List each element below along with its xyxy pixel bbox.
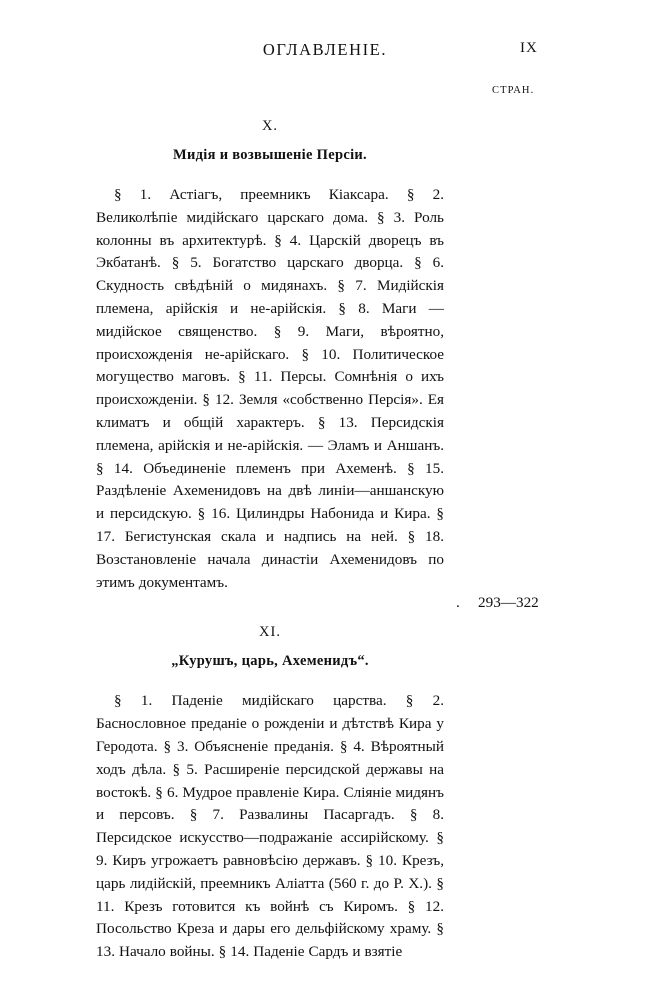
chapter-contents-text: § 1. Астіагъ, преемникъ Кіаксара. § 2. Великолѣпіе мидійскаго царскаго дома. § 3. Роль колонны въ архитектурѣ. § 4. Царскій дворецъ въ Экбатанѣ. § 5. Богатство царскаго дворца. § 6. Скудность свѣдѣній о мидянахъ. § 7. Мидійскія племена, арійскія и не-арійскія. § 8. Маги — мидійское священство. § 9. Маги, вѣроятно, происхожденія не-арійскаго. § 10. Политическое могущество маговъ. § 11. Персы. Сомнѣнія о ихъ происхожденіи. § 12. Земля «собственно Персія». Ея климатъ и общій характеръ. § 13. Персидскія племена, арійскія и не-арійскія. — Эламъ и Аншанъ. § 14. Объединеніе племенъ при Ахеменѣ. § 15. Раздѣленіе Ахеменидовъ на двѣ линіи—аншанскую и персидскую. § 16. Цилиндры Набонида и Кира. § 17. Бегистунская скала и надпись на ней. § 18. Возстановленіе начала династіи Ахеменидовъ по этимъ документамъ. — [96, 186, 444, 591]
toc-section-x — [96, 118, 539, 612]
chapter-contents-text: § 1. Паденіе мидійскаго царства. § 2. Баснословное преданіе о рожденіи и дѣтствѣ Кира у Геродота. § 3. Объясненіе преданія. § 4. Вѣроятный ходъ дѣла. § 5. Расширеніе персидской державы на востокѣ. § 6. Мудрое правленіе Кира. Сліяніе мидянъ и персовъ. § 7. Развалины Пасаргадъ. § 8. Персидское искусство—подражаніе ассирійскому. § 9. Киръ угрожаетъ равновѣсію державъ. § 10. Крезъ, царь лидійскій, преемникъ Аліатта (560 г. до Р. Х.). § 11. Крезъ готовится къ войнѣ съ Киромъ. § 12. Посольство Креза и дары его дельфійскому храму. § 13. Начало войны. § 14. Паденіе Сардъ и взятіе — [96, 692, 444, 961]
toc-section-xi — [96, 624, 444, 964]
chapter-title: Мидія и возвышеніе Персіи. — [173, 147, 367, 163]
page-title: ОГЛАВЛЕНІЕ. — [262, 40, 388, 59]
table-of-contents — [96, 118, 539, 964]
chapter-number: XI. — [259, 624, 281, 641]
chapter-number: X. — [261, 118, 279, 134]
leader-dots: . — [456, 594, 460, 612]
page-number: IX — [520, 40, 538, 56]
page-range: 293—322 — [478, 594, 539, 612]
section-spacer — [96, 594, 444, 624]
column-header-pages: СТРАН. — [492, 85, 535, 96]
chapter-title: „Курушъ, царь, Ахеменидъ“. — [171, 653, 369, 670]
